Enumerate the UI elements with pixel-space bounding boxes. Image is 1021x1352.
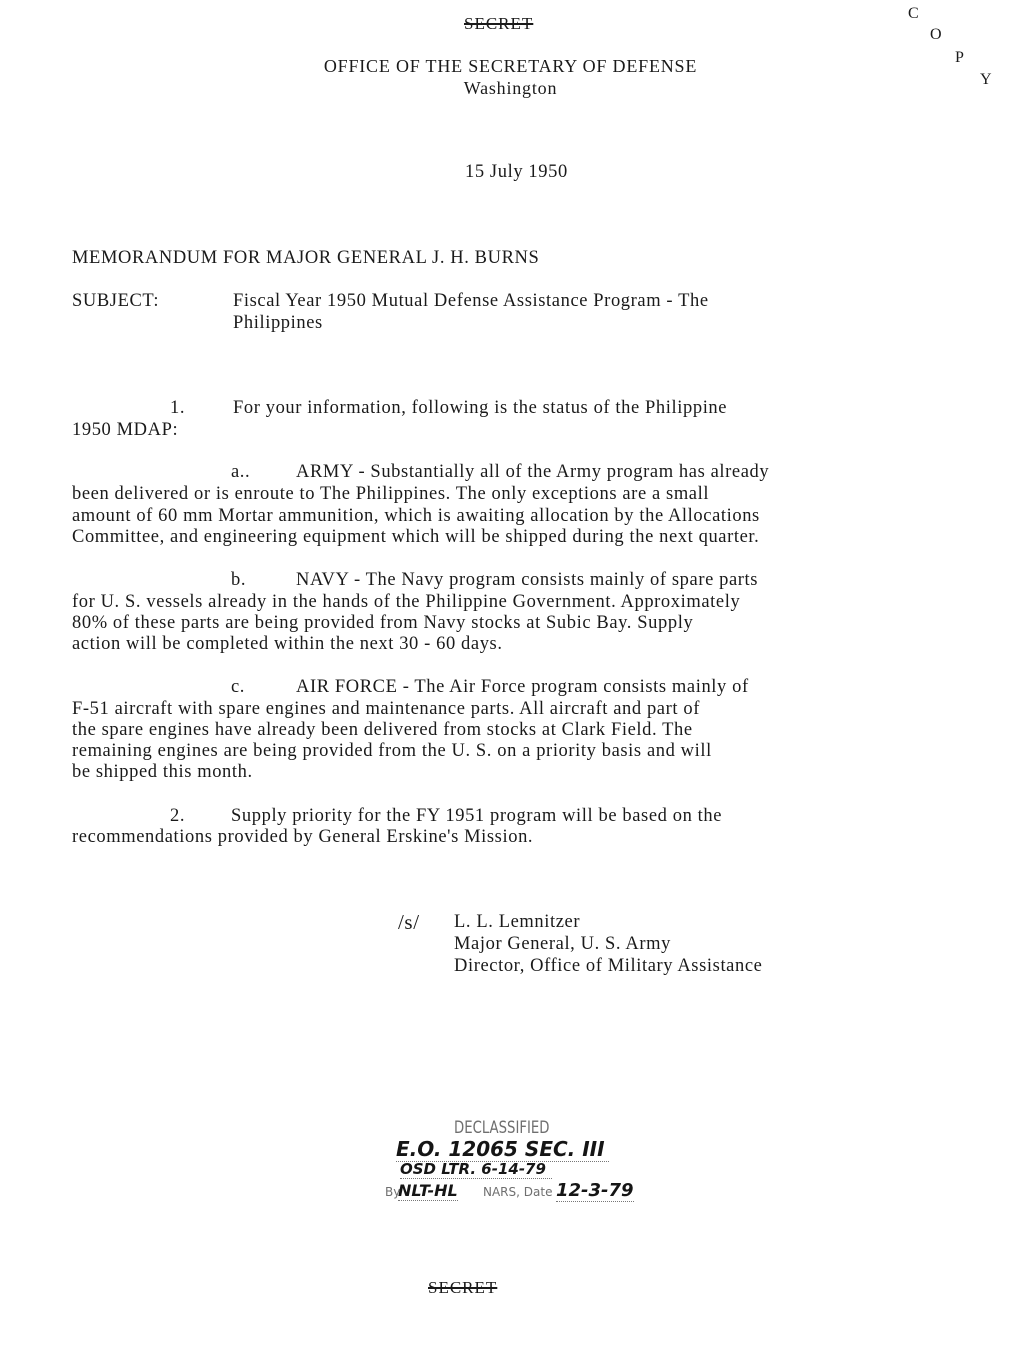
copy-mark-o: O xyxy=(930,26,942,43)
para-c-line-5: be shipped this month. xyxy=(72,762,253,782)
para-b-line-4: action will be completed within the next 30 - 60 days. xyxy=(72,634,503,654)
declass-date-label: NARS, Date xyxy=(483,1185,553,1199)
para-c-line-4: remaining engines are being provided from the U. S. on a priority basis and will xyxy=(72,741,712,761)
para-a-letter: a.. xyxy=(231,462,251,482)
para-b-letter: b. xyxy=(231,570,247,590)
signature-mark: /s/ xyxy=(398,910,420,934)
para-a-line-2: been delivered or is enroute to The Philippines. The only exceptions are a small xyxy=(72,484,710,504)
para-a-line-1: ARMY - Substantially all of the Army program has already xyxy=(296,462,770,482)
memo-date: 15 July 1950 xyxy=(465,162,568,182)
para-c-line-1: AIR FORCE - The Air Force program consists mainly of xyxy=(296,677,749,697)
para1-number: 1. xyxy=(170,398,186,418)
declass-letter-line: OSD LTR. 6-14-79 xyxy=(400,1160,552,1179)
office-heading: OFFICE OF THE SECRETARY OF DEFENSE xyxy=(323,56,698,76)
para1-line-1: For your information, following is the status of the Philippine xyxy=(233,398,728,418)
para-c-line-2: F-51 aircraft with spare engines and maintenance parts. All aircraft and part of xyxy=(72,699,700,719)
para-b-line-3: 80% of these parts are being provided from Navy stocks at Subic Bay. Supply xyxy=(72,613,694,633)
subject-line-2: Philippines xyxy=(233,313,323,333)
copy-mark-c: C xyxy=(908,5,919,22)
para2-line-2: recommendations provided by General Erskine's Mission. xyxy=(72,827,534,847)
office-city: Washington xyxy=(463,78,558,98)
para2-number: 2. xyxy=(170,806,186,826)
para-a-line-4: Committee, and engineering equipment which will be shipped during the next quarter. xyxy=(72,527,760,547)
classification-bottom: SECRET xyxy=(428,1278,498,1297)
signature-rank: Major General, U. S. Army xyxy=(454,934,671,954)
declass-date-value: 12-3-79 xyxy=(556,1180,634,1201)
signature-name: L. L. Lemnitzer xyxy=(454,912,581,932)
memo-recipient: MEMORANDUM FOR MAJOR GENERAL J. H. BURNS xyxy=(72,248,540,268)
subject-label: SUBJECT: xyxy=(72,291,160,311)
para-b-line-1: NAVY - The Navy program consists mainly of spare parts xyxy=(296,570,759,590)
para-a-line-3: amount of 60 mm Mortar ammunition, which is awaiting allocation by the Allocations xyxy=(72,506,760,526)
subject-line-1: Fiscal Year 1950 Mutual Defense Assistance Program - The xyxy=(233,291,709,311)
para-b-line-2: for U. S. vessels already in the hands of the Philippine Government. Approximately xyxy=(72,592,741,612)
para2-line-1: Supply priority for the FY 1951 program will be based on the xyxy=(231,806,723,826)
declass-authority-line: E.O. 12065 SEC. III xyxy=(396,1137,609,1162)
copy-mark-y: Y xyxy=(980,71,992,88)
para-c-letter: c. xyxy=(231,677,246,697)
declass-by-value: NLT-HL xyxy=(398,1181,458,1200)
signature-title: Director, Office of Military Assistance xyxy=(454,956,763,976)
para1-line-2: 1950 MDAP: xyxy=(72,420,179,440)
para-c-line-3: the spare engines have already been delivered from stocks at Clark Field. The xyxy=(72,720,693,740)
declassified-heading: DECLASSIFIED xyxy=(454,1118,550,1138)
classification-top: SECRET xyxy=(464,14,534,33)
declass-by-label: By xyxy=(385,1185,401,1199)
copy-mark-p: P xyxy=(955,49,964,66)
